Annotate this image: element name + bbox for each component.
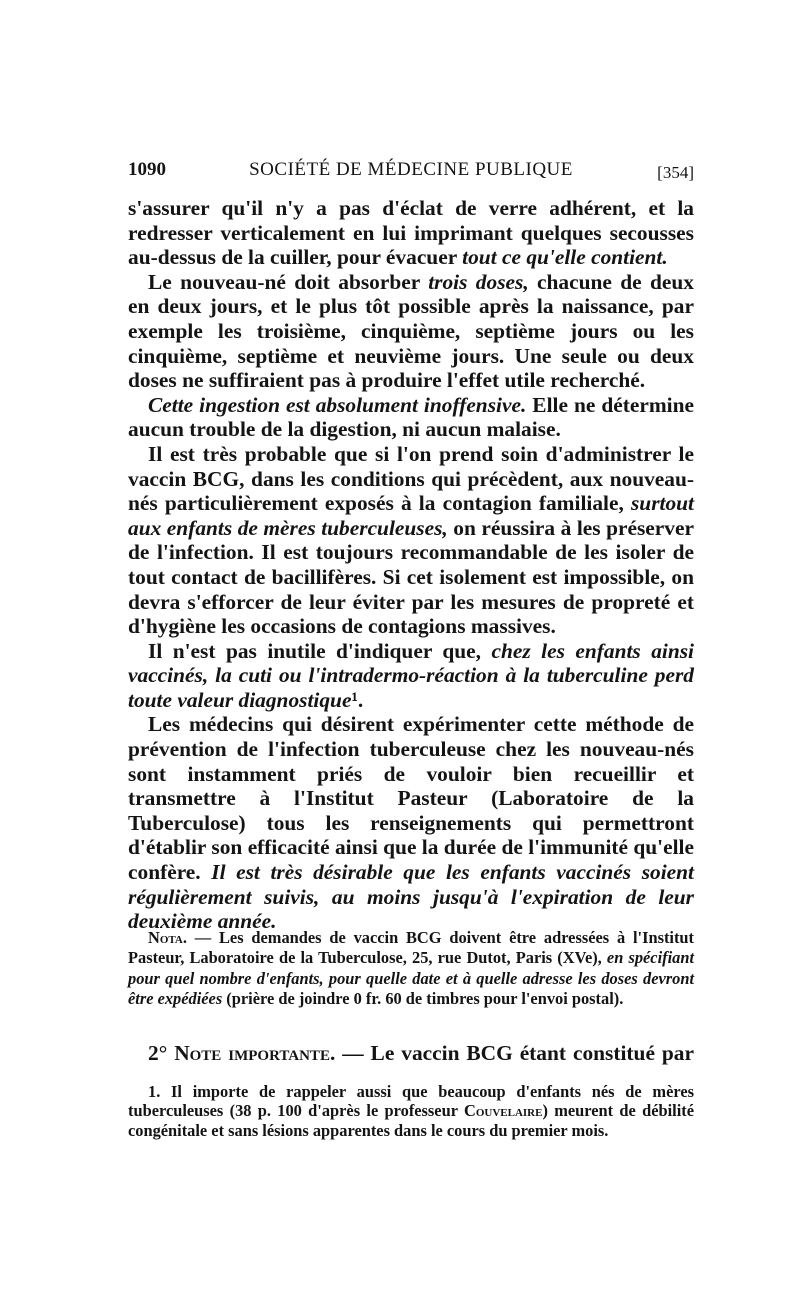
important-note-number: 2° [148, 1041, 168, 1065]
important-note-text: — Le vaccin BCG étant constitué par [335, 1041, 694, 1065]
footnote-paragraph [128, 1082, 694, 1140]
paragraph-4-emphasis: surtout aux enfants de mères tuberculeuses, [128, 491, 694, 540]
paragraph-2 [128, 270, 694, 393]
paragraph-4-text-b: on réussira à les préserver de l'infection. Il est toujours recommandable de les isoler de tout contact de bacillifères. Si cet isolement est impossible, on devra s'efforcer de leur éviter par les mesures de propreté et d'hygiène les occasions de contagions massives. [128, 515, 694, 639]
paragraph-3-emphasis: Cette ingestion est absolument inoffensive. [148, 392, 527, 417]
paragraph-2-text-b: chacune de deux en deux jours, et le plus tôt possible après la naissance, par exemple les troisième, cinquième, septième jours ou les cinquième, septième et neuvième jours. Une seule ou deux doses ne suffiraient pas à produire l'effet utile recherché. [128, 269, 694, 393]
footnote-marker: 1. [148, 1082, 161, 1101]
paragraph-4 [128, 442, 694, 639]
nota-block [128, 928, 694, 1009]
footnote-text-b: ) meurent de débilité congénitale et sans lésions apparentes dans le cours du premier mois. [128, 1101, 694, 1140]
paragraph-1-text: s'assurer qu'il n'y a pas d'éclat de verre adhérent, et la redresser verticalement en lui imprimant quelques secousses au-dessus de la cuiller, pour évacuer [128, 196, 694, 270]
footnote-author: Couvelaire [463, 1101, 543, 1121]
paragraph-5-emphasis: chez les enfants ainsi vaccinés, la cuti ou l'intradermo-réaction à la tuberculine perd toute valeur diagnostique [128, 638, 694, 712]
paragraph-6-text: Les médecins qui désirent expérimenter cette méthode de prévention de l'infection tuberculeuse chez les nouveau-nés sont instamment priés de vouloir bien recueillir et transmettre à l'Institut Pasteur (Laboratoire de la Tuberculose) tous les renseignements qui permettront d'établir son efficacité ainsi que la durée de l'immunité qu'elle confère. [128, 712, 694, 885]
paragraph-5-text: Il n'est pas inutile d'indiquer que, [148, 638, 492, 663]
paragraph-4-text-a: Il est très probable que si l'on prend soin d'administrer le vaccin BCG, dans les conditions qui précèdent, aux nouveau-nés particulièrement exposés à la contagion familiale, [128, 441, 694, 516]
running-title: SOCIÉTÉ DE MÉDECINE PUBLIQUE [249, 159, 573, 180]
paragraph-5 [128, 639, 694, 713]
paragraph-1-emphasis: tout ce qu'elle contient. [462, 245, 668, 270]
nota-emphasis: en spécifiant pour quel nombre d'enfants, pour quelle date et à quelle adresse les doses devront être expédiées [128, 948, 695, 1008]
footnote [128, 1082, 694, 1140]
paragraph-2-emphasis: trois doses, [428, 269, 529, 294]
paragraph-2-text-a: Le nouveau-né doit absorber [148, 269, 429, 294]
paragraph-3 [128, 393, 694, 442]
body-text [128, 196, 694, 934]
footnote-reference: ¹. [351, 687, 364, 712]
nota-text-b: (prière de joindre 0 fr. 60 de timbres pour l'envoi postal). [222, 988, 624, 1008]
page-header [128, 157, 694, 187]
page-number: 1090 [128, 159, 166, 180]
important-note-line [128, 1040, 694, 1066]
nota-label: Nota. [148, 928, 187, 947]
paragraph-3-text: Elle ne détermine aucun trouble de la digestion, ni aucun malaise. [128, 392, 694, 442]
paragraph-6 [128, 712, 694, 933]
paragraph-6-emphasis: Il est très désirable que les enfants vaccinés soient régulièrement suivis, au moins jusqu'à l'expiration de leur deuxième année. [128, 860, 694, 934]
footnote-text-a: Il importe de rappeler aussi que beaucoup d'enfants nés de mères tuberculeuses (38 p. 100 d'après le professeur [128, 1082, 694, 1121]
nota-text-a: — Les demandes de vaccin BCG doivent être adressées à l'Institut Pasteur, Laboratoire de la Tuberculose, 25, rue Dutot, Paris (XVe), [128, 928, 694, 968]
paragraph-1 [128, 196, 694, 270]
nota-paragraph [128, 928, 694, 1009]
page-reference: [354] [657, 163, 694, 182]
important-note-label: Note importante. [174, 1041, 336, 1065]
